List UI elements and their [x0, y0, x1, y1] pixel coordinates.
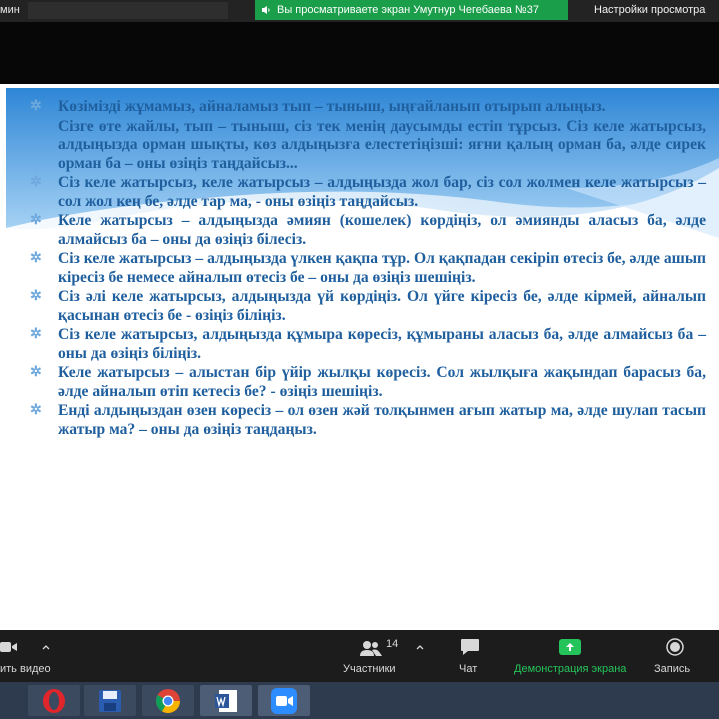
word-icon [213, 688, 239, 714]
bullet-item: Сізге өте жайлы, тып – тыныш, сіз тек менің даусымды естіп тұрсыз. Сіз келе жатырсыз, алдыңызда орман шықты, көз алдыңызға елестетіңізші: яғни қалың орман ба, әлде сирек орман ба – оны өзіңіз таңдайсыз... [58, 117, 706, 172]
record-icon [666, 638, 684, 656]
top-bar [0, 0, 719, 22]
bullet-star-icon: ✲ [30, 289, 42, 304]
video-label: ить видео [0, 663, 51, 675]
share-screen-icon [559, 639, 581, 655]
meeting-toolbar [0, 630, 719, 682]
presentation-slide [6, 88, 719, 628]
taskbar-chrome[interactable] [142, 685, 194, 716]
bullet-item: ✲ Сіз келе жатырсыз – алдыңызда үлкен қақпа тұр. Ол қақпадан секіріп өтесіз бе, әлде ашып кіресіз бе немесе айналып өтесіз бе – оны да өзіңіз шешіңіз. [30, 250, 706, 286]
view-options-menu[interactable]: Настройки просмотра [594, 4, 706, 16]
bullet-star-icon: ✲ [30, 403, 42, 418]
bullet-star-icon: ✲ [30, 365, 42, 380]
share-screen-button[interactable] [508, 630, 634, 682]
screen-share-banner [255, 0, 568, 20]
bullet-item: ✲ Келе жатырсыз – алдыңызда әмиян (кошелек) көрдіңіз, ол әмиянды аласыз ба, әлде алмайсыз ба – оны да өзіңіз білесіз. [30, 212, 706, 248]
bullet-item: ✲ Сіз келе жатырсыз, келе жатырсыз – алдыңызда жол бар, сіз сол жолмен келе жатырсыз – сол жол кең бе, әлде тар ма, - оны өзіңіз таңдайсыз. [30, 174, 706, 210]
participants-button[interactable] [340, 630, 430, 682]
bullet-item: ✲ Көзімізді жұмамыз, айналамыз тып – тыныш, ыңғайланып отырып алыңыз. [30, 98, 606, 115]
share-banner-text: Вы просматриваете экран Умутнур Чегебаева №37 [277, 4, 539, 16]
taskbar-word[interactable] [200, 685, 252, 716]
bullet-star-icon: ✲ [30, 213, 42, 228]
bullet-item: ✲ Енді алдыңыздан өзен көресіз – ол өзен жәй толқынмен ағып жатыр ма, әлде шулап тасып жатыр ма? – оны да өзіңіз таңдаңыз. [30, 402, 706, 438]
bullet-list [26, 98, 706, 440]
bullet-item: ✲ Сіз келе жатырсыз, алдыңызда құмыра көресіз, құмыраны аласыз ба, әлде алмайсыз ба – оны да өзіңіз біліңіз. [30, 326, 706, 362]
chevron-up-icon[interactable] [42, 644, 50, 650]
bullet-star-icon: ✲ [30, 99, 42, 114]
hidden-tabs [28, 2, 228, 19]
speaker-icon [261, 5, 271, 15]
record-button[interactable] [650, 630, 700, 682]
zoom-icon [271, 688, 297, 714]
chat-label: Чат [459, 663, 478, 675]
chevron-up-icon[interactable] [416, 644, 424, 650]
bullet-star-icon: ✲ [30, 327, 42, 342]
chrome-icon [155, 688, 181, 714]
save-icon [98, 689, 122, 713]
opera-icon [41, 688, 67, 714]
bullet-star-icon: ✲ [30, 251, 42, 266]
share-screen-label: Демонстрация экрана [514, 663, 627, 675]
video-camera-icon [0, 640, 18, 654]
bullet-item: ✲ Келе жатырсыз – алыстан бір үйір жылқы көресіз. Сол жылқыға жақындап барасыз ба, әлде айналып өтіп кетесіз бе? - өзіңіз шешіңіз. [30, 364, 706, 400]
windows-taskbar [0, 682, 719, 719]
bullet-star-icon: ✲ [30, 175, 42, 190]
video-button[interactable] [0, 630, 60, 682]
chat-button[interactable] [452, 630, 492, 682]
participants-label: Участники [343, 663, 396, 675]
taskbar-save[interactable] [84, 685, 136, 716]
shared-screen [0, 84, 719, 630]
letterbox-top [0, 22, 719, 84]
taskbar-opera[interactable] [28, 685, 80, 716]
participants-icon [360, 640, 382, 656]
bullet-item: ✲ Сіз әлі келе жатырсыз, алдыңызда үй көрдіңіз. Ол үйге кіресіз бе, әлде кірмей, айналып қасынан өтесіз бе - өзіңіз біліңіз. [30, 288, 706, 324]
chat-icon [460, 638, 480, 656]
record-label: Запись [654, 663, 691, 675]
user-name: мин [0, 4, 20, 16]
participants-count: 14 [386, 638, 399, 650]
taskbar-zoom[interactable] [258, 685, 310, 716]
